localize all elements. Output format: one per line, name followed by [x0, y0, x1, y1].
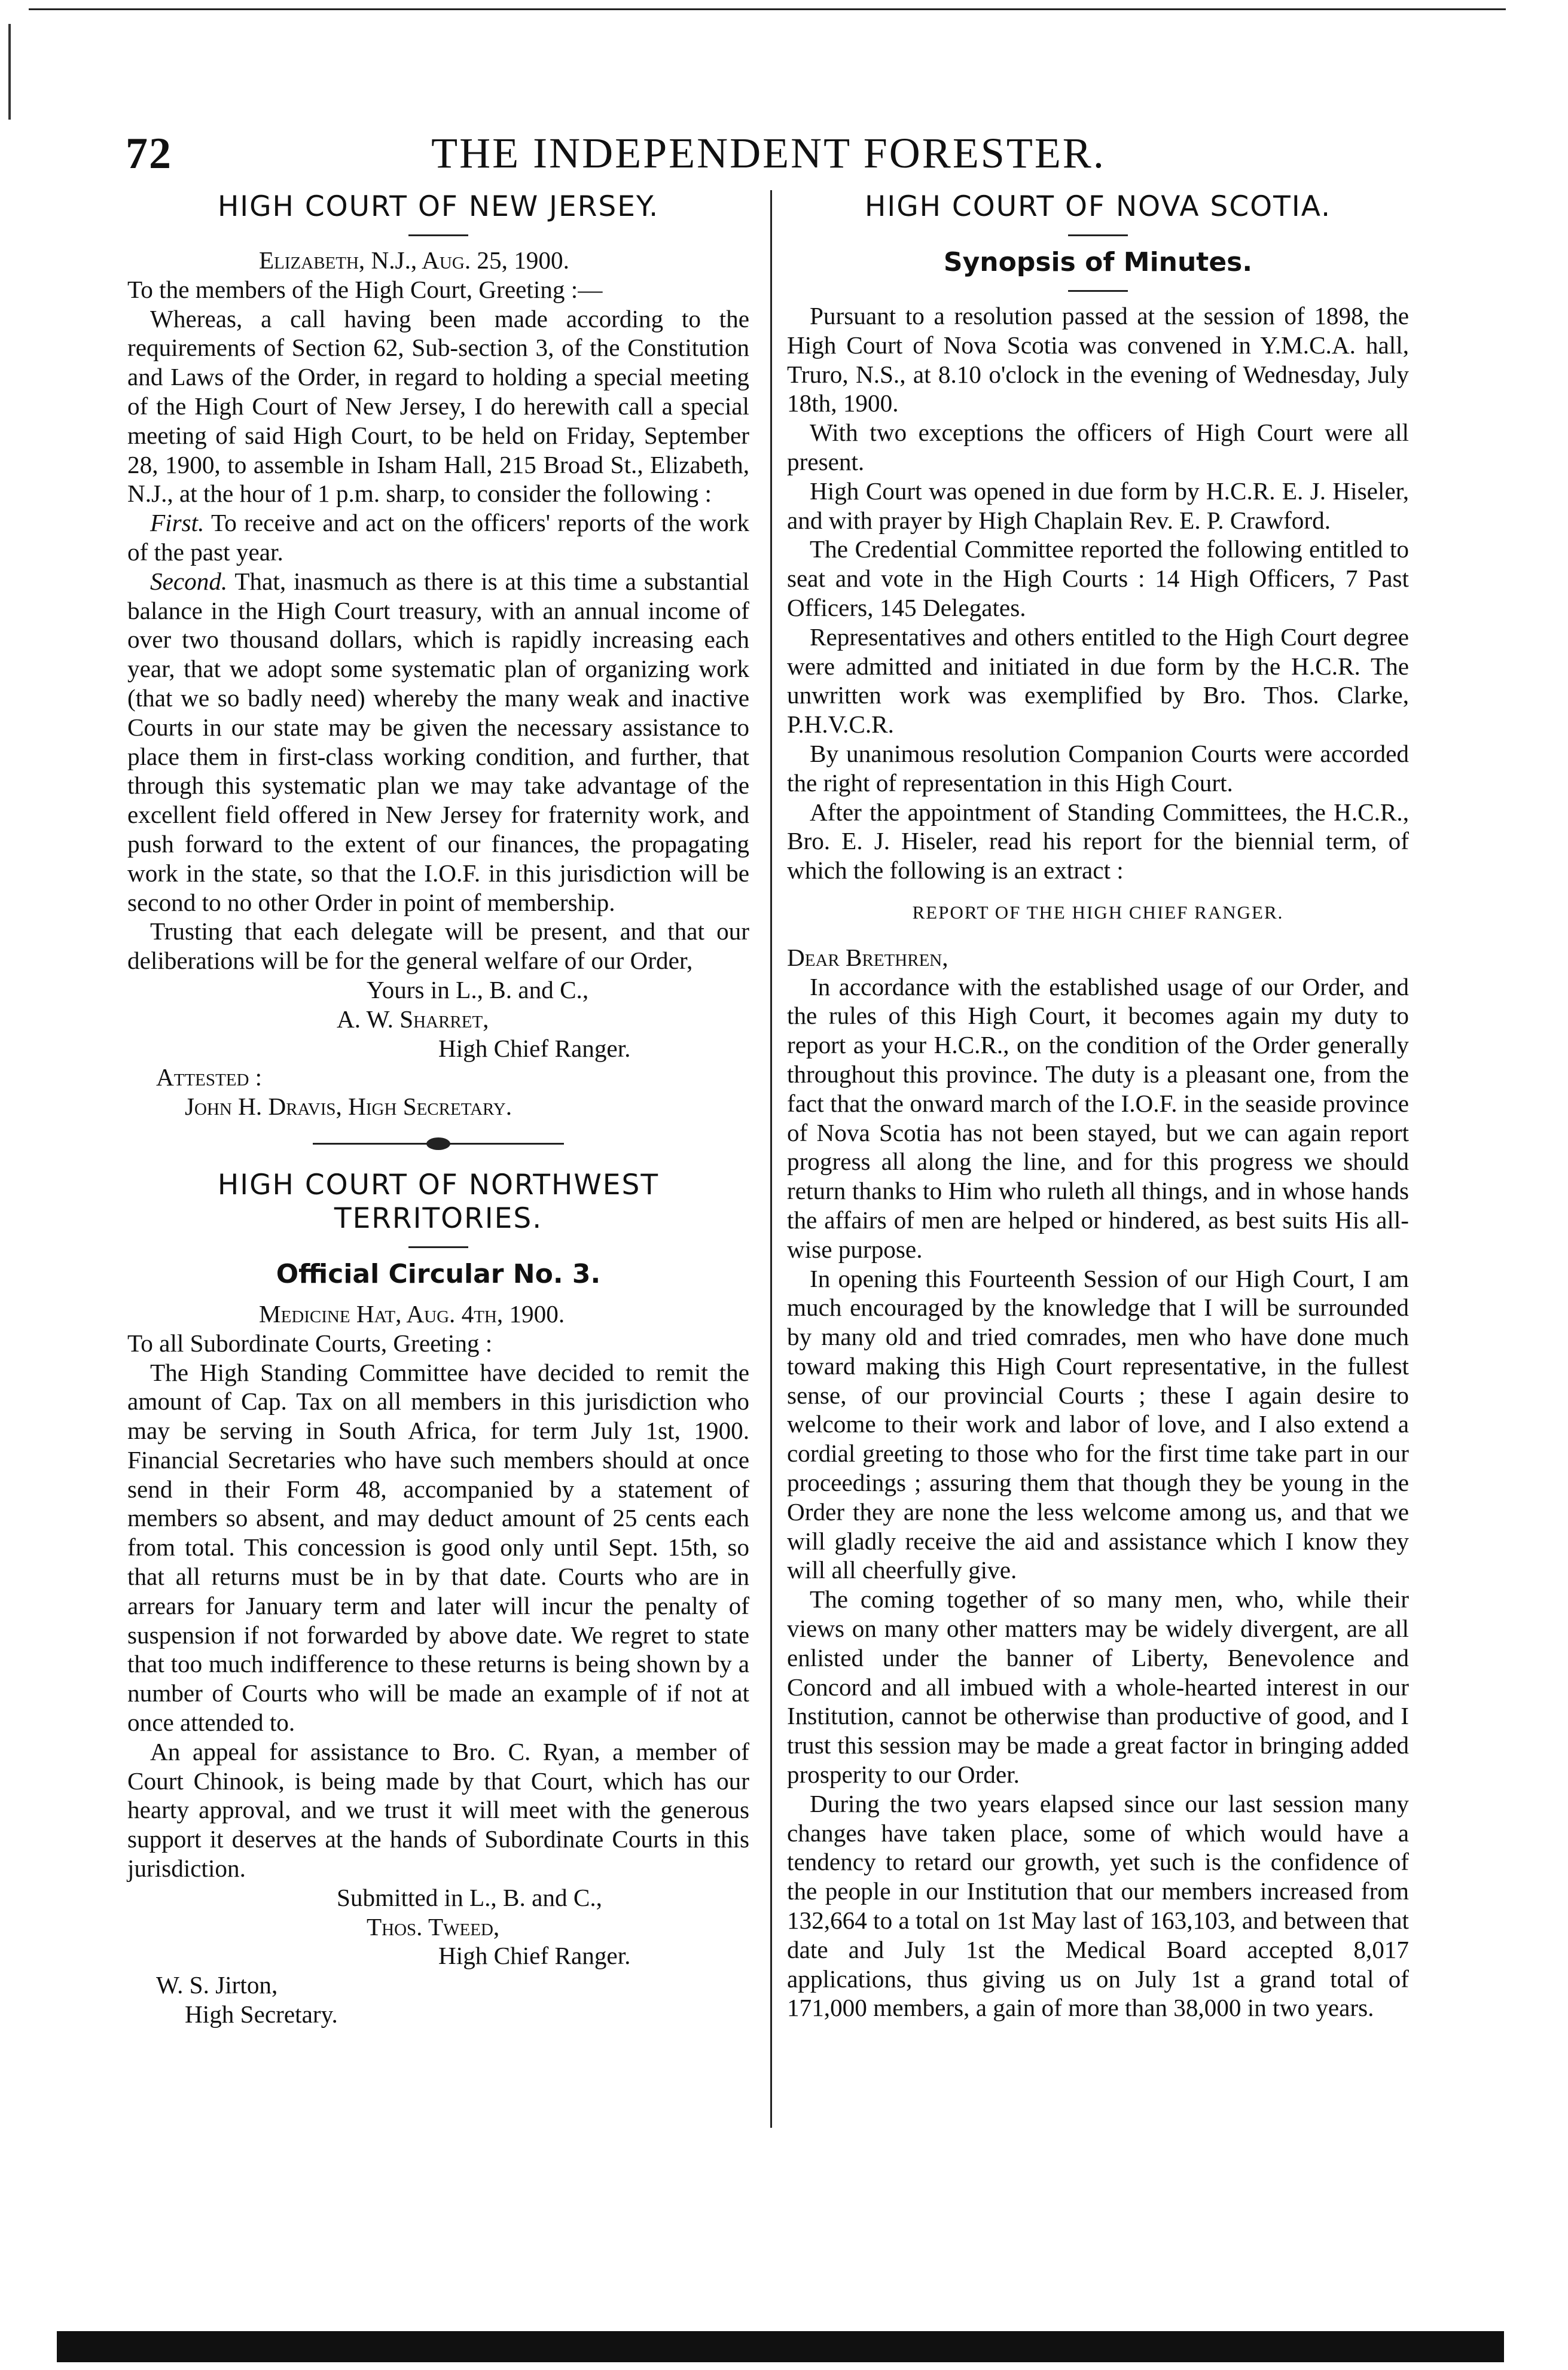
signature-name: Thos. Tweed, — [367, 1913, 500, 1941]
section-nova-scotia — [787, 190, 1409, 2023]
left-column — [127, 190, 749, 2029]
section-subtitle-minutes: Synopsis of Minutes. — [943, 247, 1253, 277]
right-column — [787, 190, 1409, 2023]
left-scan-mark — [8, 24, 11, 120]
attested-name: John H. Dravis, High Secretary. — [185, 1093, 513, 1121]
greeting-northwest: To all Subordinate Courts, Greeting : — [127, 1329, 493, 1357]
paragraph: Trusting that each delegate will be present, and that our deliberations will be for the general welfare of our Order, — [127, 917, 749, 975]
short-rule — [408, 234, 468, 236]
short-rule — [1068, 234, 1128, 236]
section-title-new-jersey: HIGH COURT OF NEW JERSEY. — [217, 190, 660, 223]
paragraph: In accordance with the established usage of our Order, and the rules of this High Court, it becomes again my duty to report as your H.C.R., on the condition of the Order generally throughout this province. The duty is a pleasant one, from the fact that the onward march of the I.O.F. in the seaside province of Nova Scotia has not been stayed, but we can again report progress all along the line, and for this progress we should return thanks to Him who ruleth all things, and in whose hands the affairs of men are helped or hindered, as best suits His all-wise purpose. — [787, 972, 1409, 1263]
paragraph: With two exceptions the officers of High Court were all present. — [787, 419, 1409, 475]
section-title-nova-scotia: HIGH COURT OF NOVA SCOTIA. — [864, 190, 1332, 223]
section-subtitle-circular: Official Circular No. 3. — [276, 1258, 601, 1289]
secretary-title: High Secretary. — [185, 2000, 338, 2029]
dateline-northwest: Medicine Hat, Aug. 4th, 1900. — [259, 1300, 565, 1328]
attested-label: Attested : — [156, 1063, 263, 1091]
greeting-new-jersey: To the members of the High Court, Greeting :— — [127, 275, 603, 303]
short-rule — [408, 1246, 468, 1248]
paragraph: In opening this Fourteenth Session of our High Court, I am much encouraged by the knowledge that I will be surrounded by many old and tried comrades, men who have done much toward making this High Court representative, in the fullest sense, of our provincial Courts ; these I again desire to welcome to their work and labor of love, and I also extend a cordial greeting to those who for the first time take part in our proceedings ; assuring them that though they be young in the Order they are none the less welcome among us, and that we will gladly receive the aid and assistance which I know they will all cheerfully give. — [787, 1264, 1409, 1584]
paragraph: The coming together of so many men, who, while their views on many other matters may be widely divergent, are all enlisted under the banner of Liberty, Benevolence and Concord and all imbued with a whole-hearted interest in our Institution, cannot be otherwise than productive of good, and I trust this session may be made a great factor in bringing added prosperity to our Order. — [787, 1585, 1409, 1789]
report-title: REPORT OF THE HIGH CHIEF RANGER. — [912, 901, 1284, 923]
dateline-new-jersey: Elizabeth, N.J., Aug. 25, 1900. — [259, 246, 569, 274]
page-header — [126, 129, 1411, 182]
signature-closing: Submitted in L., B. and C., — [337, 1883, 602, 1911]
bottom-scan-bar — [57, 2331, 1504, 2362]
column-divider — [770, 190, 772, 2128]
signature-title: High Chief Ranger. — [438, 1034, 631, 1062]
paragraph — [127, 508, 749, 567]
ornament-divider — [313, 1143, 564, 1145]
paragraph: High Court was opened in due form by H.C.R. E. J. Hiseler, and with prayer by High Chaplain Rev. E. P. Crawford. — [787, 477, 1409, 534]
paragraph: Whereas, a call having been made according to the requirements of Section 62, Sub-section 3, of the Constitution and Laws of the Order, in regard to holding a special meeting of the High Court of New Jersey, I do herewith call a special meeting of said High Court, to be held on Friday, September 28, 1900, to assemble in Isham Hall, 215 Broad St., Elizabeth, N.J., at the hour of 1 p.m. sharp, to consider the following : — [127, 304, 749, 508]
paragraph-label: Second. — [150, 567, 228, 595]
paragraph — [127, 567, 749, 917]
paragraph: The High Standing Committee have decided to remit the amount of Cap. Tax on all members in this jurisdiction who may be serving in South Africa, for term July 1st, 1900. Financial Secretaries who have such members should at once send in their Form 48, accompanied by a statement of members so absent, and may deduct amount of 25 cents each from total. This concession is good only until Sept. 15th, so that all returns must be in by that date. Courts who are in arrears for January term and later will incur the penalty of suspension if not forwarded by above date. We regret to state that too much indifference to these returns is being shown by a number of Courts who will be made an example of if not at once attended to. — [127, 1358, 749, 1737]
running-head: THE INDEPENDENT FORESTER. — [431, 129, 1106, 177]
short-rule — [1068, 290, 1128, 292]
paragraph: The Credential Committee reported the following entitled to seat and vote in the High Courts : 14 High Officers, 7 Past Officers, 145 Delegates. — [787, 535, 1409, 621]
paragraph-text: That, inasmuch as there is at this time a substantial balance in the High Court treasury, with an annual income of over two thousand dollars, which is rapidly increasing each year, that we adopt some systematic plan of organizing work (that we so badly need) whereby the many weak and inactive Courts in our state may be given the necessary assistance to place them in first-class working condition, and further, that through this systematic plan we may take advantage of the excellent field offered in New Jersey for fraternity work, and push forward to the extent of our finances, the propagating work in the state, so that the I.O.F. in this jurisdiction will be second to no other Order in point of membership. — [127, 567, 749, 916]
paragraph-text: To receive and act on the officers' reports of the work of the past year. — [127, 509, 749, 566]
paragraph: After the appointment of Standing Committees, the H.C.R., Bro. E. J. Hiseler, read his report for the biennial term, of which the following is an extract : — [787, 798, 1409, 884]
signature-name: A. W. Sharret, — [337, 1005, 489, 1033]
paragraph: Representatives and others entitled to the High Court degree were admitted and initiated in due form by the H.C.R. The unwritten work was exemplified by Bro. Thos. Clarke, P.H.V.C.R. — [787, 623, 1409, 739]
section-title-northwest-territories: HIGH COURT OF NORTHWEST TERRITORIES. — [217, 1168, 660, 1235]
top-scan-edge — [29, 8, 1506, 10]
paragraph: By unanimous resolution Companion Courts were accorded the right of representation in this High Court. — [787, 739, 1409, 797]
salutation: Dear Brethren, — [787, 943, 948, 971]
section-northwest-territories — [127, 1169, 749, 2029]
signature-closing: Yours in L., B. and C., — [367, 975, 589, 1003]
paragraph: Pursuant to a resolution passed at the session of 1898, the High Court of Nova Scotia was convened in Y.M.C.A. hall, Truro, N.S., at 8.10 o'clock in the evening of Wednesday, July 18th, 1900. — [787, 302, 1409, 417]
section-new-jersey — [127, 190, 749, 1121]
signature-title: High Chief Ranger. — [438, 1942, 631, 1970]
paragraph: During the two years elapsed since our last session many changes have taken place, some of which would have a tendency to retard our growth, yet such is the confidence of the people in our Institution that our members increased from 132,664 to a total on 1st May last of 163,103, and between that date and July 1st the Medical Board accepted 8,017 applications, thus giving us on July 1st a grand total of 171,000 members, a gain of more than 38,000 in two years. — [787, 1789, 1409, 2022]
paragraph: An appeal for assistance to Bro. C. Ryan, a member of Court Chinook, is being made by that Court, which has our hearty approval, and we trust it will meet with the generous support it deserves at the hands of Subordinate Courts in this jurisdiction. — [127, 1737, 749, 1883]
secretary-name: W. S. Jirton, — [156, 1971, 278, 1999]
page-number: 72 — [126, 129, 172, 178]
paragraph-label: First. — [150, 509, 205, 537]
